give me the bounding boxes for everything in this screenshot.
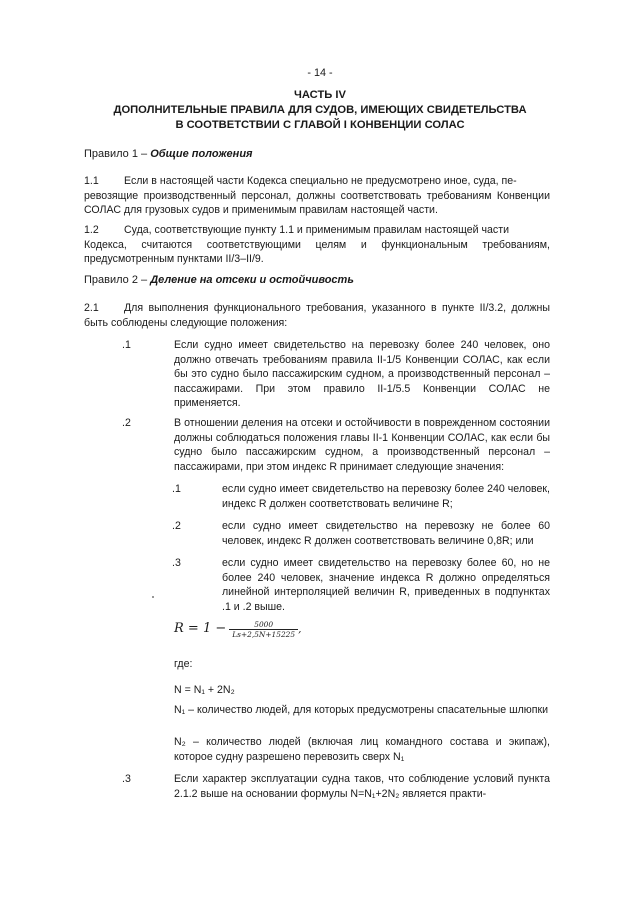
para-2-1	[84, 301, 550, 330]
formula-fraction	[229, 620, 298, 639]
formula-r	[174, 620, 301, 639]
subitem-1-text: если судно имеет свидетельство на перевозку более 240 человек, индекс R должен соответствовать величине R;	[222, 483, 550, 510]
title-line-3: В СООТВЕТСТВИИ С ГЛАВОЙ I КОНВЕНЦИИ СОЛАС	[175, 118, 465, 131]
rule-2-heading	[84, 273, 354, 288]
subitem-1-number: .1	[172, 483, 181, 495]
rule-1-prefix: Правило 1 –	[84, 148, 151, 160]
page-number: - 14 -	[307, 67, 333, 79]
para-2-1-number: 2.1	[84, 302, 99, 314]
title-line-2: ДОПОЛНИТЕЛЬНЫЕ ПРАВИЛА ДЛЯ СУДОВ, ИМЕЮЩИХ СВИДЕТЕЛЬСТВА	[113, 103, 527, 116]
rule-1-name: Общие положения	[150, 148, 253, 160]
formula-denominator: Ls+2,5N+15225	[229, 629, 298, 639]
rule-1-heading	[84, 147, 253, 162]
para-1-2	[84, 223, 550, 267]
rule-2-name: Деление на отсеки и остойчивость	[150, 274, 354, 286]
page-title	[0, 88, 640, 132]
subitem-3-text: если судно имеет свидетельство на перевозку более 60, но не более 240 человек, значение индекса R должно определяться линейной интерполяцией величин R, приведенных в подпунктах .1 и .2 выше.	[222, 557, 550, 613]
para-1-2-rest: Кодекса, считаются соответствующими целям и функциональным требованиям, предусмотренным пунктами II/3–II/9.	[84, 238, 550, 266]
para-1-1	[84, 174, 550, 218]
para-1-2-number: 1.2	[84, 224, 99, 236]
item-3-text: Если характер эксплуатации судна таков, что соблюдение условий пункта 2.1.2 выше на основании формулы N=N₁+2N₂ является практи-	[174, 773, 550, 800]
item-2-number: .2	[122, 417, 131, 429]
n1-definition: N₁ – количество людей, для которых предусмотрены спасательные шлюпки	[174, 704, 549, 716]
para-1-1-line1: Если в настоящей части Кодекса специально не предусмотрено иное, суда, пе-	[124, 175, 517, 187]
para-1-1-number: 1.1	[84, 175, 99, 187]
item-3-number: .3	[122, 773, 131, 785]
formula-lhs: R = 1 −	[174, 621, 227, 637]
subitem-3-number: .3	[172, 557, 181, 569]
rule-2-prefix: Правило 2 –	[84, 274, 151, 286]
item-2-text: В отношении деления на отсеки и остойчивости в поврежденном состоянии должны соблюдаться положения главы II-1 Конвенции СОЛАС, как если бы судно было пассажирским судном, а производственный персонал – пассажирами, при этом индекс R принимает следующие значения:	[174, 417, 550, 473]
where-label: где:	[174, 658, 193, 670]
subitem-2-text: если судно имеет свидетельство на перевозку не более 60 человек, индекс R должен соответствовать величине 0,8R; или	[222, 520, 550, 547]
para-1-1-rest: ревозящие производственный персонал, должны соответствовать требованиям Конвенции СОЛАС для грузовых судов и применимым правилам настоящей части.	[84, 189, 550, 217]
formula-numerator: 5000	[254, 620, 274, 629]
n-formula: N = N₁ + 2N₂	[174, 684, 235, 696]
title-line-1: ЧАСТЬ IV	[293, 89, 346, 101]
para-2-1-text: Для выполнения функционального требования, указанного в пункте II/3.2, должны быть соблюдены следующие положения:	[84, 302, 550, 329]
para-1-2-line1: Суда, соответствующие пункту 1.1 и применимым правилам настоящей части	[124, 224, 509, 236]
scan-speck	[152, 596, 154, 598]
subitem-2-number: .2	[172, 520, 181, 532]
n2-definition: N₂ – количество людей (включая лиц командного состава и экипаж), которое судну разрешено перевозить сверх N₁	[174, 736, 550, 763]
item-1-text: Если судно имеет свидетельство на перевозку более 240 человек, оно должно отвечать требованиям правила II-1/5 Конвенции СОЛАС, как если бы это судно было пассажирским судном, а производственный персонал – пассажирами. При этом правило II-1/5.5 Конвенции СОЛАС не применяется.	[174, 339, 550, 410]
formula-tail: ,	[298, 623, 302, 636]
item-1-number: .1	[122, 339, 131, 351]
